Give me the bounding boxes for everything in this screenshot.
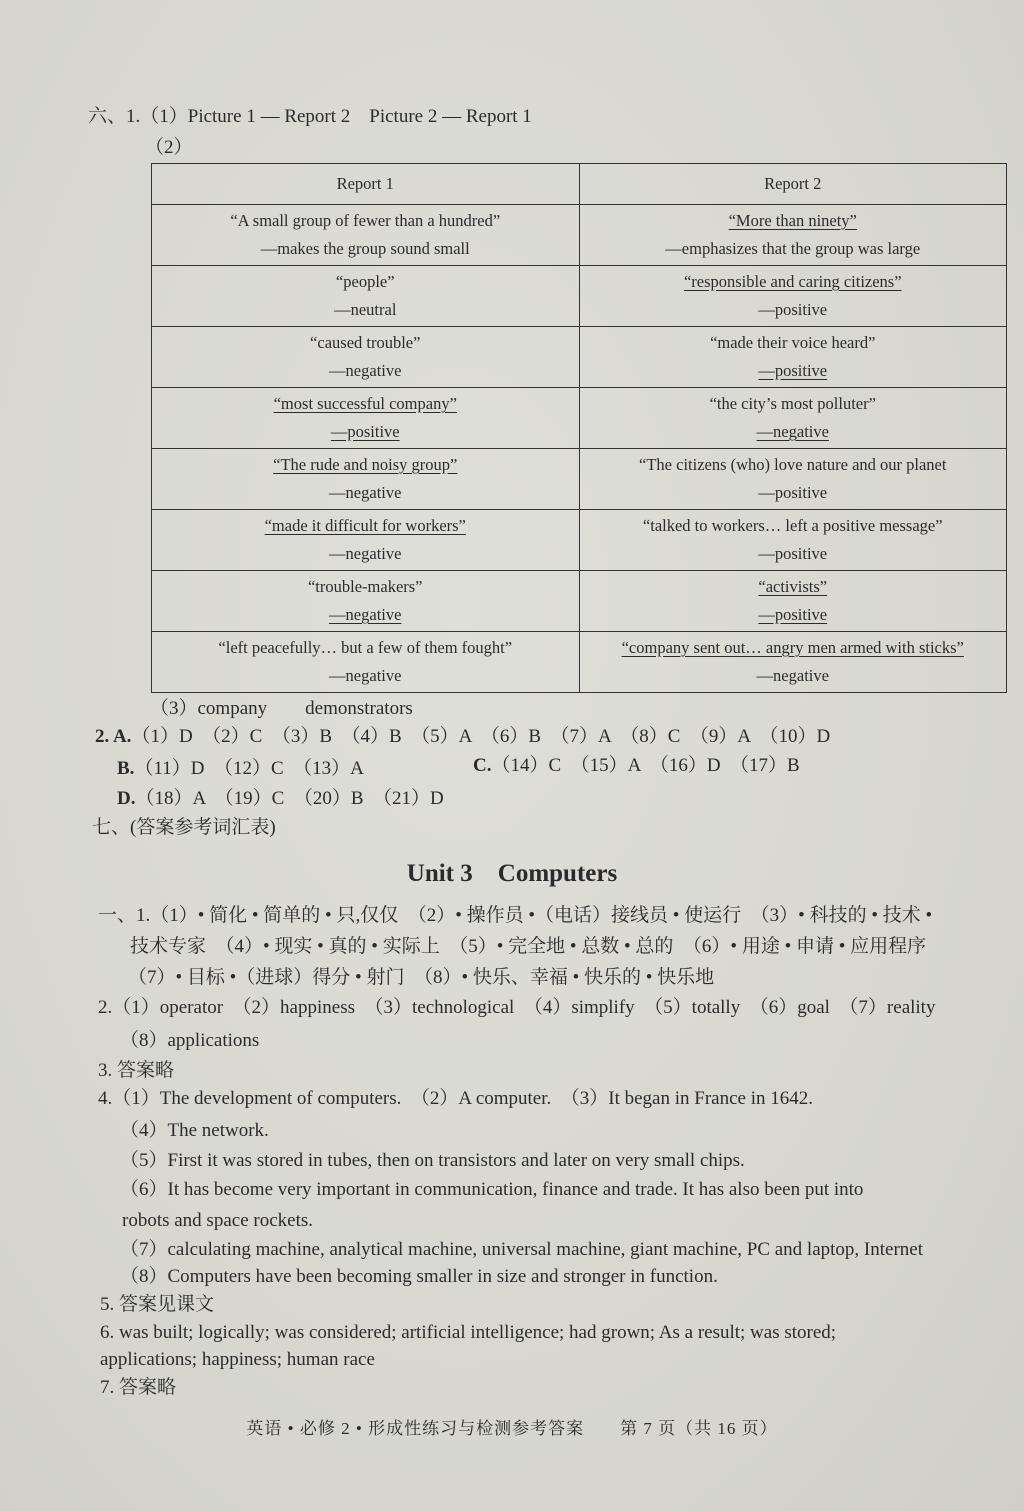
report1-cell: “most successful company” —positive	[152, 388, 580, 449]
unit3-line-7: 4.（1）The development of computers. （2）A computer. （3）It began in France in 1642.	[98, 1088, 813, 1109]
table-row	[152, 510, 1007, 571]
report2-cell: “responsible and caring citizens” —positive	[579, 266, 1007, 327]
report2-cell: “More than ninety” —emphasizes that the group was large	[579, 205, 1007, 266]
unit3-line-2: 技术专家 （4）• 现实 • 真的 • 实际上 （5）• 完全地 • 总数 • 总的 （6）• 用途 • 申请 • 应用程序	[130, 936, 927, 957]
unit3-line-12: （7）calculating machine, analytical machine, universal machine, giant machine, PC and laptop, Internet	[120, 1239, 924, 1260]
unit3-line-1: 一、1.（1）• 简化 • 简单的 • 只,仅仅 （2）• 操作员 •（电话）接线员 • 使运行 （3）• 科技的 • 技术 •	[98, 905, 933, 926]
report1-cell: “trouble-makers” —negative	[152, 571, 580, 632]
unit3-line-17: 7. 答案略	[100, 1377, 177, 1398]
unit3-line-3: （7）• 目标 •（进球）得分 • 射门 （8）• 快乐、幸福 • 快乐的 • 快乐地	[128, 967, 715, 988]
header-report-1: Report 1	[152, 164, 580, 205]
table-row	[152, 571, 1007, 632]
section6-q2-a: 2. A.（1）D （2）C （3）B （4）B （5）A （6）B （7）A （8）C （9）A （10）D	[95, 726, 831, 747]
report1-cell: “made it difficult for workers” —negative	[152, 510, 580, 571]
unit3-line-13: （8）Computers have been becoming smaller in size and stronger in function.	[120, 1266, 718, 1287]
report2-cell: “talked to workers… left a positive message” —positive	[579, 510, 1007, 571]
page-footer: 英语 • 必修 2 • 形成性练习与检测参考答案 第 7 页（共 16 页）	[246, 1419, 778, 1438]
table-row	[152, 449, 1007, 510]
report1-cell: “A small group of fewer than a hundred” —makes the group sound small	[152, 205, 580, 266]
section7-line: 七、(答案参考词汇表)	[92, 817, 276, 838]
report2-cell: “The citizens (who) love nature and our planet —positive	[579, 449, 1007, 510]
table-row	[152, 632, 1007, 693]
unit-title: Unit 3 Computers	[406, 860, 618, 887]
unit3-line-4: 2.（1）operator （2）happiness （3）technological （4）simplify （5）totally （6）goal （7）reality	[98, 997, 936, 1018]
section6-q2-bc: B.（11）D （12）C （13）A	[117, 758, 364, 779]
table-row	[152, 388, 1007, 449]
section6-q2-d: D.（18）A （19）C （20）B （21）D	[117, 788, 444, 809]
unit3-line-5: （8）applications	[120, 1030, 260, 1051]
table-row	[152, 327, 1007, 388]
report1-cell: “left peacefully… but a few of them fought” —negative	[152, 632, 580, 693]
table-row	[152, 266, 1007, 327]
report1-cell: “caused trouble” —negative	[152, 327, 580, 388]
section6-q1-3: （3）company demonstrators	[150, 698, 413, 719]
section6-q1-2: （2）	[145, 137, 193, 158]
report2-cell: “company sent out… angry men armed with sticks” —negative	[579, 632, 1007, 693]
report2-cell: “made their voice heard” —positive	[579, 327, 1007, 388]
unit3-line-16: applications; happiness; human race	[100, 1349, 375, 1370]
report1-cell: “people” —neutral	[152, 266, 580, 327]
unit3-line-15: 6. was built; logically; was considered; artificial intelligence; had grown; As a result; was stored;	[100, 1322, 837, 1343]
unit3-line-8: （4）The network.	[120, 1120, 269, 1141]
unit3-line-11: robots and space rockets.	[122, 1210, 313, 1231]
table-row	[152, 205, 1007, 266]
report2-cell: “activists” —positive	[579, 571, 1007, 632]
unit3-line-10: （6）It has become very important in communication, finance and trade. It has also been put into	[120, 1179, 864, 1200]
report1-cell: “The rude and noisy group” —negative	[152, 449, 580, 510]
unit3-line-6: 3. 答案略	[98, 1060, 175, 1081]
report-comparison-table	[151, 163, 1007, 693]
header-report-2: Report 2	[579, 164, 1007, 205]
section6-q2-c: C.（14）C （15）A （16）D （17）B	[473, 755, 800, 776]
unit3-line-9: （5）First it was stored in tubes, then on transistors and later on very small chips.	[120, 1150, 745, 1171]
section6-q1-1: 六、1.（1）Picture 1 — Report 2 Picture 2 — Report 1	[88, 106, 532, 127]
unit3-line-14: 5. 答案见课文	[100, 1294, 215, 1315]
report2-cell: “the city’s most polluter” —negative	[579, 388, 1007, 449]
